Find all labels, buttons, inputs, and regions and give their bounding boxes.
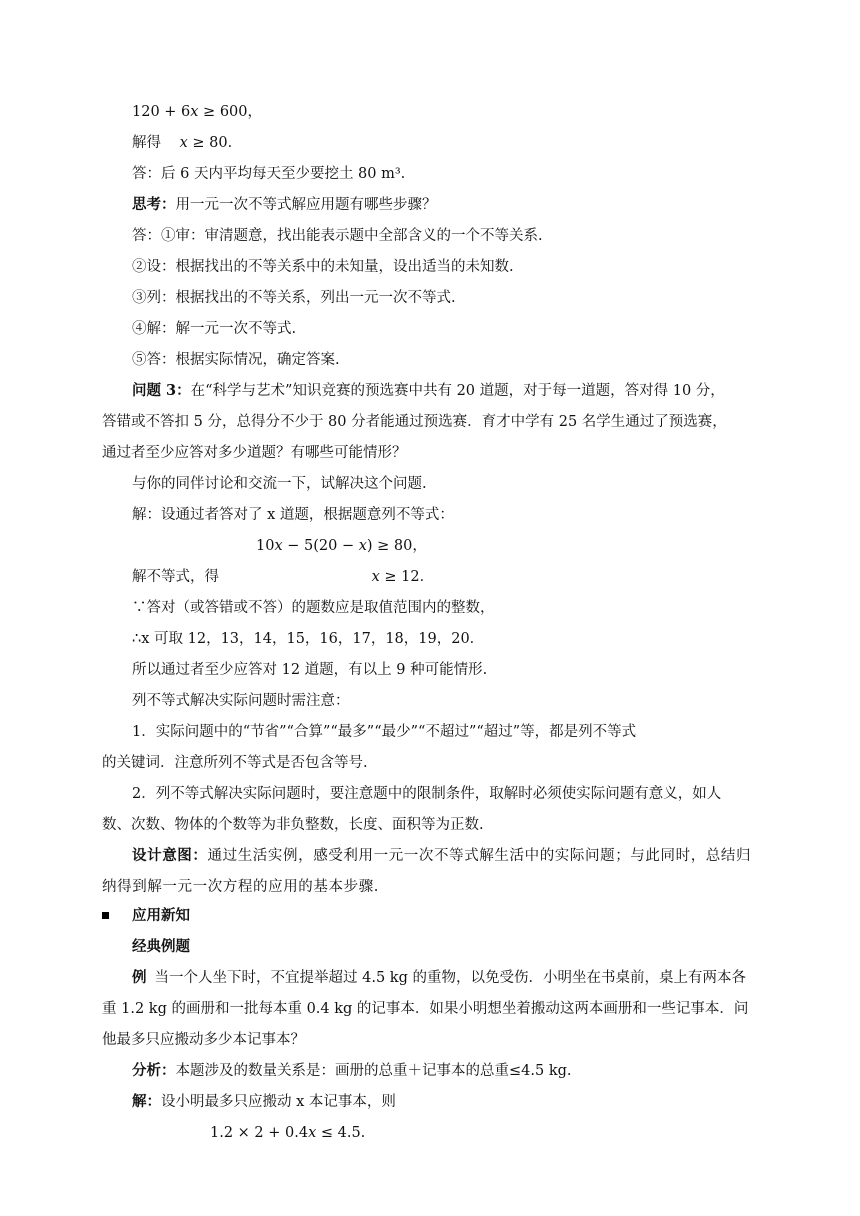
inequality-2: 10𝑥 − 5(20 − 𝑥) ≥ 80， <box>256 538 427 554</box>
example-label: 例 <box>132 969 147 986</box>
section-bullet-icon <box>102 912 109 919</box>
design-intent-heading: 设计意图： <box>132 847 208 864</box>
analysis-heading: 分析： <box>132 1062 176 1079</box>
step-4: ④解：解一元一次不等式. <box>132 321 297 337</box>
example-solution-text: 设小明最多只应搬动 x 本记事本，则 <box>161 1094 396 1110</box>
solution-line: 解：设通过者答对了 x 道题，根据题意列不等式： <box>132 507 454 523</box>
problem-3-line-3: 通过者至少应答对多少道题？有哪些可能情形？ <box>102 445 407 461</box>
subsection-heading: 经典例题 <box>132 938 190 955</box>
solve-line-2 <box>132 567 434 587</box>
inequality-line: 120 + 6𝑥 ≥ 600， <box>132 104 262 120</box>
inequality-3: 1.2 × 2 + 0.4𝑥 ≤ 4.5. <box>210 1125 366 1141</box>
note-1-line-2: 的关键词．注意所列不等式是否包含等号. <box>102 755 368 771</box>
solve-label-2: 解不等式，得 <box>132 569 219 585</box>
therefore-line: ∴x 可取 12，13，14，15，16，17，18，19，20． <box>132 631 485 647</box>
step-2: ②设：根据找出的不等关系中的未知量，设出适当的未知数. <box>132 259 514 275</box>
problem-3-heading: 问题 3： <box>132 382 191 399</box>
example-line-2: 重 1.2 kg 的画册和一批每本重 0.4 kg 的记事本．如果小明想坐着搬动这两本画册和一些记事本．问 <box>102 1001 749 1017</box>
example-solution-line <box>132 1092 396 1112</box>
design-intent-line-1 <box>132 846 751 866</box>
example-text: 当一个人坐下时，不宜提举超过 4.5 kg 的重物，以免受伤．小明坐在书桌前，桌上有两本各 <box>154 970 746 986</box>
problem-3-text: 在“科学与艺术”知识竞赛的预选赛中共有 20 道题，对于每一道题，答对得 10 分， <box>190 383 725 399</box>
note-2-line-1: 2．列不等式解决实际问题时，要注意题中的限制条件，取解时必须使实际问题有意义，如人 <box>132 786 722 802</box>
think-line <box>132 195 437 215</box>
design-intent-text: 通过生活实例，感受利用一元一次不等式解生活中的实际问题；与此同时，总结归 <box>207 848 752 864</box>
solve-label: 解得 <box>132 135 161 151</box>
step-3: ③列：根据找出的不等关系，列出一元一次不等式. <box>132 290 456 306</box>
analysis-line <box>132 1061 572 1081</box>
example-line-1 <box>132 968 746 988</box>
solve-result: 𝑥 ≥ 80． <box>179 135 243 151</box>
conclusion-line: 所以通过者至少应答对 12 道题，有以上 9 种可能情形. <box>132 662 488 678</box>
think-heading: 思考： <box>132 196 176 213</box>
because-line: ∵答对（或答错或不答）的题数应是取值范围内的整数， <box>132 600 495 616</box>
discuss-line: 与你的同伴讨论和交流一下，试解决这个问题. <box>132 476 427 492</box>
note-2-line-2: 数、次数、物体的个数等为非负整数，长度、面积等为正数. <box>102 817 484 833</box>
solve-result-2: 𝑥 ≥ 12． <box>371 569 435 585</box>
solve-line <box>132 133 242 153</box>
problem-3-line-1 <box>132 381 725 401</box>
analysis-text: 本题涉及的数量关系是：画册的总重＋记事本的总重≤4.5 kg. <box>175 1063 572 1079</box>
example-line-3: 他最多只应搬动多少本记事本？ <box>102 1032 305 1048</box>
design-intent-line-2: 纳得到解一元一次方程的应用的基本步骤. <box>102 879 380 895</box>
notes-heading: 列不等式解决实际问题时需注意： <box>132 693 350 709</box>
section-heading: 应用新知 <box>132 907 190 924</box>
example-solution-heading: 解： <box>132 1093 161 1110</box>
step-5: ⑤答：根据实际情况，确定答案. <box>132 352 340 368</box>
problem-3-line-2: 答错或不答扣 5 分，总得分不少于 80 分者能通过预选赛．育才中学有 25 名学生通过了预选赛， <box>102 414 727 430</box>
note-1-line-1: 1．实际问题中的“节省”“合算”“最多”“最少”“不超过”“超过”等，都是列不等式 <box>132 724 637 740</box>
answer-line: 答：后 6 天内平均每天至少要挖土 80 m³. <box>132 166 406 182</box>
step-1: 答：①审：审清题意，找出能表示题中全部含义的一个不等关系. <box>132 228 543 244</box>
think-text: 用一元一次不等式解应用题有哪些步骤？ <box>175 197 437 213</box>
